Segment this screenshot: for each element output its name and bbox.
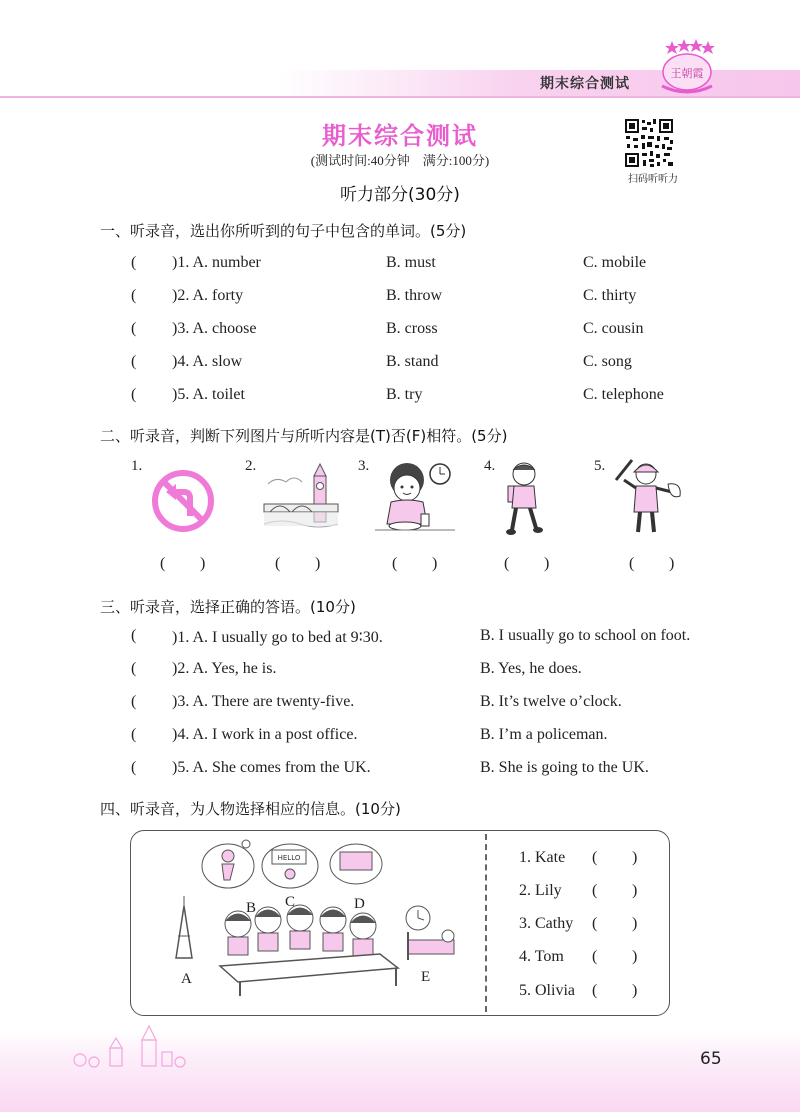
option-b: B. stand <box>386 353 439 370</box>
answer-blank[interactable]: ( <box>592 849 598 866</box>
answer-blank[interactable]: ( <box>131 320 137 337</box>
answer-blank[interactable]: ( <box>275 555 281 572</box>
option-b: B. She is going to the UK. <box>480 759 649 776</box>
option-a: )1. A. I usually go to bed at 9∶30. <box>172 629 383 646</box>
option-a: )2. A. forty <box>172 287 244 304</box>
answer-blank[interactable]: ( <box>131 726 137 743</box>
boy-playing-cricket-icon <box>610 456 688 536</box>
answer-blank-close: ) <box>632 882 638 899</box>
boy-walking-icon <box>500 460 550 538</box>
option-a: )3. A. choose <box>172 320 257 337</box>
answer-blank[interactable]: ( <box>131 353 137 370</box>
option-a: )5. A. She comes from the UK. <box>172 759 371 776</box>
option-a: )4. A. I work in a post office. <box>172 726 358 743</box>
section-3-title: 三、听录音，选择正确的答语。(10分) <box>100 598 356 616</box>
option-c: C. mobile <box>583 254 647 271</box>
option-a: )2. A. Yes, he is. <box>172 660 277 677</box>
answer-blank-close: ) <box>669 555 675 572</box>
picture-number: 4. <box>484 458 496 474</box>
scene-label: D <box>354 896 365 912</box>
answer-blank[interactable]: ( <box>131 693 137 710</box>
scene-label: B <box>246 900 257 916</box>
matching-divider <box>485 834 487 1012</box>
answer-blank[interactable]: ( <box>592 915 598 932</box>
option-b: B. It’s twelve o’clock. <box>480 693 622 710</box>
answer-blank[interactable]: ( <box>392 555 398 572</box>
answer-blank[interactable]: ( <box>131 287 137 304</box>
girl-with-clock-icon <box>375 458 455 536</box>
scene-label: C <box>285 894 296 910</box>
option-a: )1. A. number <box>172 254 261 271</box>
qr-caption: 扫码听听力 <box>628 174 678 185</box>
option-b: B. must <box>386 254 436 271</box>
answer-blank[interactable]: ( <box>131 254 137 271</box>
answer-blank-close: ) <box>632 948 638 965</box>
option-c: C. cousin <box>583 320 644 337</box>
logo-badge-icon <box>652 38 722 98</box>
answer-blank[interactable]: ( <box>131 386 137 403</box>
option-a: )4. A. slow <box>172 353 243 370</box>
section-2-title: 二、听录音，判断下列图片与所听内容是(T)否(F)相符。(5分) <box>100 427 508 445</box>
person-name: 5. Olivia <box>519 982 575 999</box>
scene-label: A <box>181 971 192 987</box>
option-a: )3. A. There are twenty-five. <box>172 693 355 710</box>
picture-number: 5. <box>594 458 606 474</box>
part-title: 听力部分(30分) <box>340 185 460 205</box>
page-number: 65 <box>700 1049 722 1069</box>
picture-number: 2. <box>245 458 257 474</box>
answer-blank[interactable]: ( <box>592 882 598 899</box>
option-b: B. throw <box>386 287 442 304</box>
option-b: B. I usually go to school on foot. <box>480 627 691 644</box>
option-c: C. telephone <box>583 386 664 403</box>
answer-blank[interactable]: ( <box>131 759 137 776</box>
option-b: B. Yes, he does. <box>480 660 582 677</box>
page-subtitle: (测试时间:40分钟 满分:100分) <box>310 153 490 168</box>
option-a: )5. A. toilet <box>172 386 245 403</box>
bridge-and-tower-icon <box>262 462 340 537</box>
person-name: 1. Kate <box>519 849 566 866</box>
castle-decoration-icon <box>70 1024 190 1070</box>
person-name: 2. Lily <box>519 882 562 899</box>
option-b: B. cross <box>386 320 438 337</box>
no-turn-left-sign-icon <box>150 468 216 534</box>
hello-board-text: HELLO <box>277 854 301 862</box>
option-c: C. thirty <box>583 287 637 304</box>
answer-blank-close: ) <box>432 555 438 572</box>
answer-blank-close: ) <box>315 555 321 572</box>
qr-code-icon[interactable] <box>624 118 674 168</box>
option-b: B. try <box>386 386 423 403</box>
section-4-title: 四、听录音，为人物选择相应的信息。(10分) <box>100 800 401 818</box>
person-name: 4. Tom <box>519 948 564 965</box>
page-title: 期末综合测试 <box>322 122 478 150</box>
answer-blank[interactable]: ( <box>504 555 510 572</box>
option-c: C. song <box>583 353 632 370</box>
answer-blank-close: ) <box>544 555 550 572</box>
section-1-title: 一、听录音，选出你所听到的句子中包含的单词。(5分) <box>100 222 467 240</box>
header-label: 期末综合测试 <box>540 76 630 92</box>
answer-blank[interactable]: ( <box>592 982 598 999</box>
answer-blank[interactable]: ( <box>160 555 166 572</box>
picture-number: 3. <box>358 458 370 474</box>
answer-blank-close: ) <box>632 982 638 999</box>
answer-blank-close: ) <box>632 849 638 866</box>
scene-label: E <box>421 969 431 985</box>
answer-blank[interactable]: ( <box>629 555 635 572</box>
answer-blank[interactable]: ( <box>131 660 137 677</box>
picture-number: 1. <box>131 458 143 474</box>
answer-blank[interactable]: ( <box>131 627 137 644</box>
badge-text: 王朝霞 <box>670 67 704 80</box>
person-name: 3. Cathy <box>519 915 574 932</box>
answer-blank-close: ) <box>632 915 638 932</box>
option-b: B. I’m a policeman. <box>480 726 608 743</box>
answer-blank[interactable]: ( <box>592 948 598 965</box>
answer-blank-close: ) <box>200 555 206 572</box>
